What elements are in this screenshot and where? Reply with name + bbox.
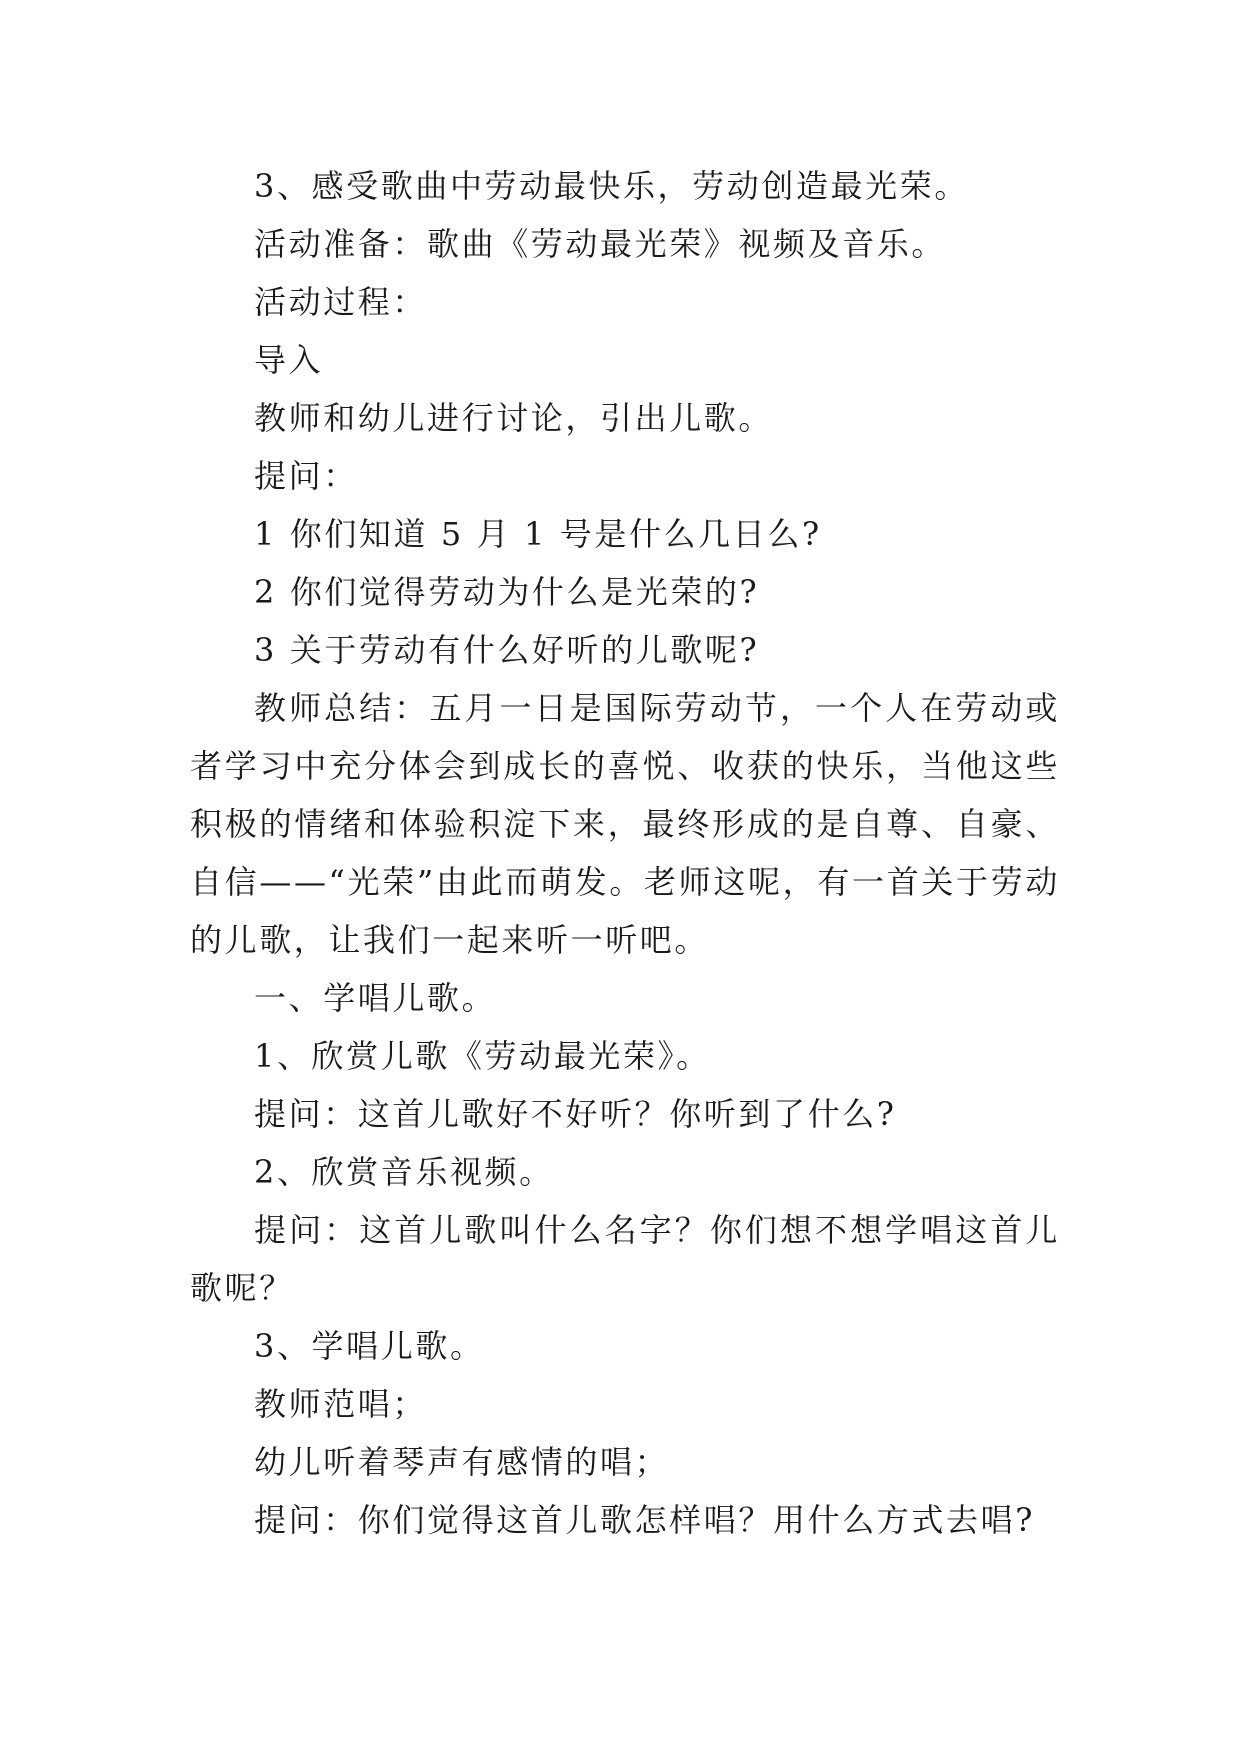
paragraph: 幼儿听着琴声有感情的唱；: [254, 1443, 670, 1481]
paragraph: 提问：这首儿歌叫什么名字？你们想不想学唱这首儿歌呢？: [190, 1211, 1060, 1307]
paragraph: 3 关于劳动有什么好听的儿歌呢?: [254, 631, 760, 669]
paragraph: 教师范唱；: [254, 1385, 428, 1423]
paragraph: 2、欣赏音乐视频。: [254, 1153, 554, 1191]
paragraph: 3、学唱儿歌。: [254, 1327, 485, 1365]
paragraph: 一、学唱儿歌。: [254, 979, 497, 1017]
paragraph: 提问：: [254, 457, 358, 495]
paragraph: 活动准备：歌曲《劳动最光荣》视频及音乐。: [254, 225, 947, 263]
paragraph: 1、欣赏儿歌《劳动最光荣》。: [254, 1037, 711, 1075]
document-body: [190, 157, 1060, 1549]
paragraph: 提问：你们觉得这首儿歌怎样唱？用什么方式去唱?: [254, 1501, 1035, 1539]
paragraph: 活动过程：: [254, 283, 428, 321]
paragraph: 2 你们觉得劳动为什么是光荣的?: [254, 573, 760, 611]
paragraph: 提问：这首儿歌好不好听？你听到了什么?: [254, 1095, 897, 1133]
paragraph: 教师总结：五月一日是国际劳动节，一个人在劳动或者学习中充分体会到成长的喜悦、收获的快乐，当他这些积极的情绪和体验积淀下来，最终形成的是自尊、自豪、自信——“光荣”由此而萌发。老师这呢，有一首关于劳动的儿歌，让我们一起来听一听吧。: [190, 689, 1060, 959]
paragraph: 教师和幼儿进行讨论，引出儿歌。: [254, 399, 774, 437]
paragraph: 导入: [254, 341, 324, 379]
paragraph: 1 你们知道 5 月 1 号是什么几日么?: [254, 515, 822, 553]
paragraph: 3、感受歌曲中劳动最快乐，劳动创造最光荣。: [254, 167, 969, 205]
